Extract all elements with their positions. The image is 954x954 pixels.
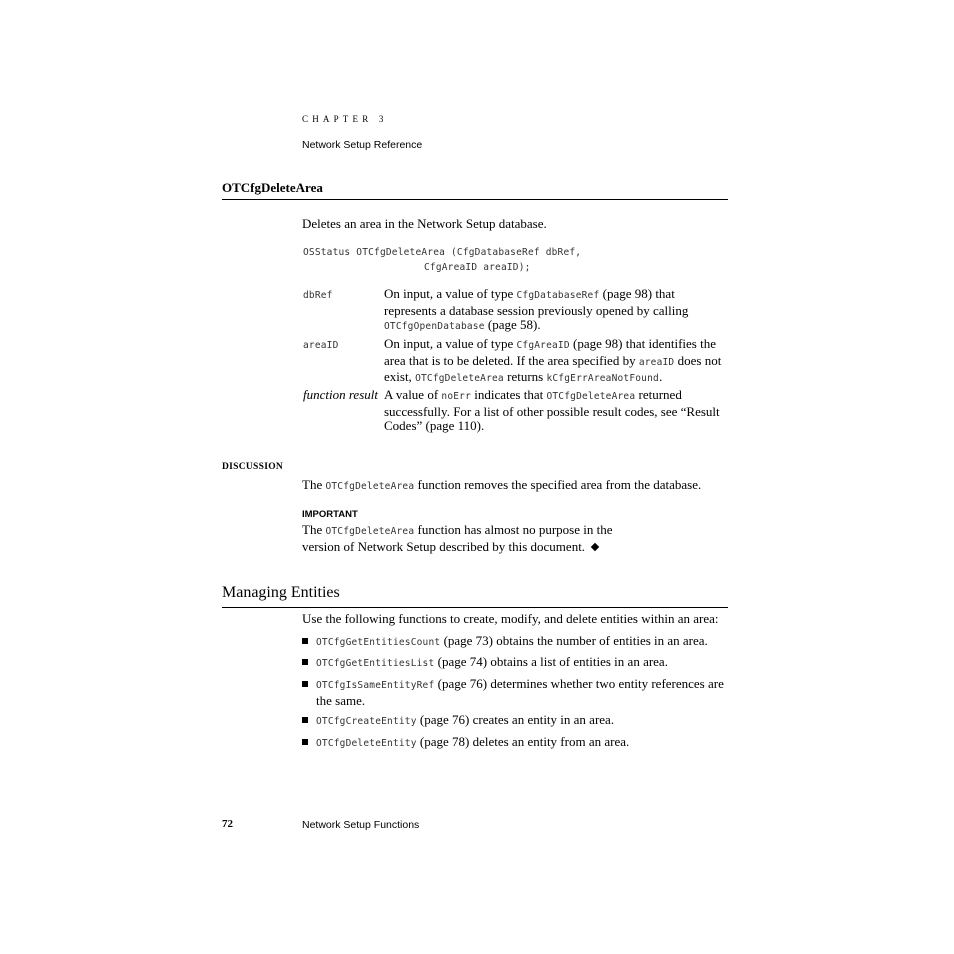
declaration-line-2: CfgAreaID areaID);: [424, 262, 531, 273]
list-item: OTCfgGetEntitiesCount (page 73) obtains the number of entities in an area.: [302, 634, 732, 650]
bullet-icon: [302, 717, 308, 723]
section-intro: Use the following functions to create, modify, and delete entities within an area:: [302, 611, 719, 626]
function-link[interactable]: OTCfgGetEntitiesCount: [316, 637, 441, 648]
important-label: IMPORTANT: [302, 509, 358, 520]
title-rule: [222, 199, 728, 200]
function-link[interactable]: OTCfgIsSameEntityRef: [316, 680, 435, 691]
discussion-label: DISCUSSION: [222, 462, 284, 472]
function-description: Deletes an area in the Network Setup database.: [302, 216, 547, 231]
bullet-icon: [302, 681, 308, 687]
param-desc-areaid: On input, a value of type CfgAreaID (page 98) that identifies the area that is to be deleted. If the area specified by areaID does not exist, OTCfgDeleteArea returns kCfgErrAreaNotFound.: [384, 336, 722, 384]
section-title: Managing Entities: [222, 584, 340, 601]
function-link[interactable]: OTCfgGetEntitiesList: [316, 658, 435, 669]
function-title: OTCfgDeleteArea: [222, 180, 323, 195]
footer-title: Network Setup Functions: [302, 819, 420, 831]
list-item: OTCfgGetEntitiesList (page 74) obtains a list of entities in an area.: [302, 655, 732, 671]
function-link[interactable]: OTCfgCreateEntity: [316, 716, 417, 727]
bullet-icon: [302, 739, 308, 745]
param-name-function-result: function result: [303, 387, 378, 402]
chapter-label: CHAPTER 3: [302, 114, 388, 124]
param-desc-function-result: A value of noErr indicates that OTCfgDeleteArea returned successfully. For a list of other possible result codes, see “Result Codes” (page 110).: [384, 387, 720, 433]
section-rule: [222, 607, 728, 608]
discussion-text: The OTCfgDeleteArea function removes the specified area from the database.: [302, 477, 702, 492]
list-item: OTCfgIsSameEntityRef (page 76) determines whether two entity references are the same.: [302, 677, 732, 709]
param-name-areaid: areaID: [303, 340, 339, 351]
page-number: 72: [222, 818, 233, 830]
bullet-icon: [302, 638, 308, 644]
running-title: Network Setup Reference: [302, 139, 423, 151]
declaration-line-1: OSStatus OTCfgDeleteArea (CfgDatabaseRef dbRef,: [303, 247, 582, 258]
function-link[interactable]: OTCfgDeleteEntity: [316, 738, 417, 749]
list-item: OTCfgDeleteEntity (page 78) deletes an entity from an area.: [302, 735, 732, 751]
bullet-icon: [302, 659, 308, 665]
param-name-dbref: dbRef: [303, 290, 333, 301]
important-text: The OTCfgDeleteArea function has almost no purpose in the version of Network Setup described by this document.: [302, 522, 613, 554]
end-mark-icon: [591, 542, 599, 550]
list-item: OTCfgCreateEntity (page 76) creates an entity in an area.: [302, 713, 732, 729]
param-desc-dbref: On input, a value of type CfgDatabaseRef (page 98) that represents a database session previously opened by calling OTCfgOpenDatabase (page 58).: [384, 286, 689, 332]
